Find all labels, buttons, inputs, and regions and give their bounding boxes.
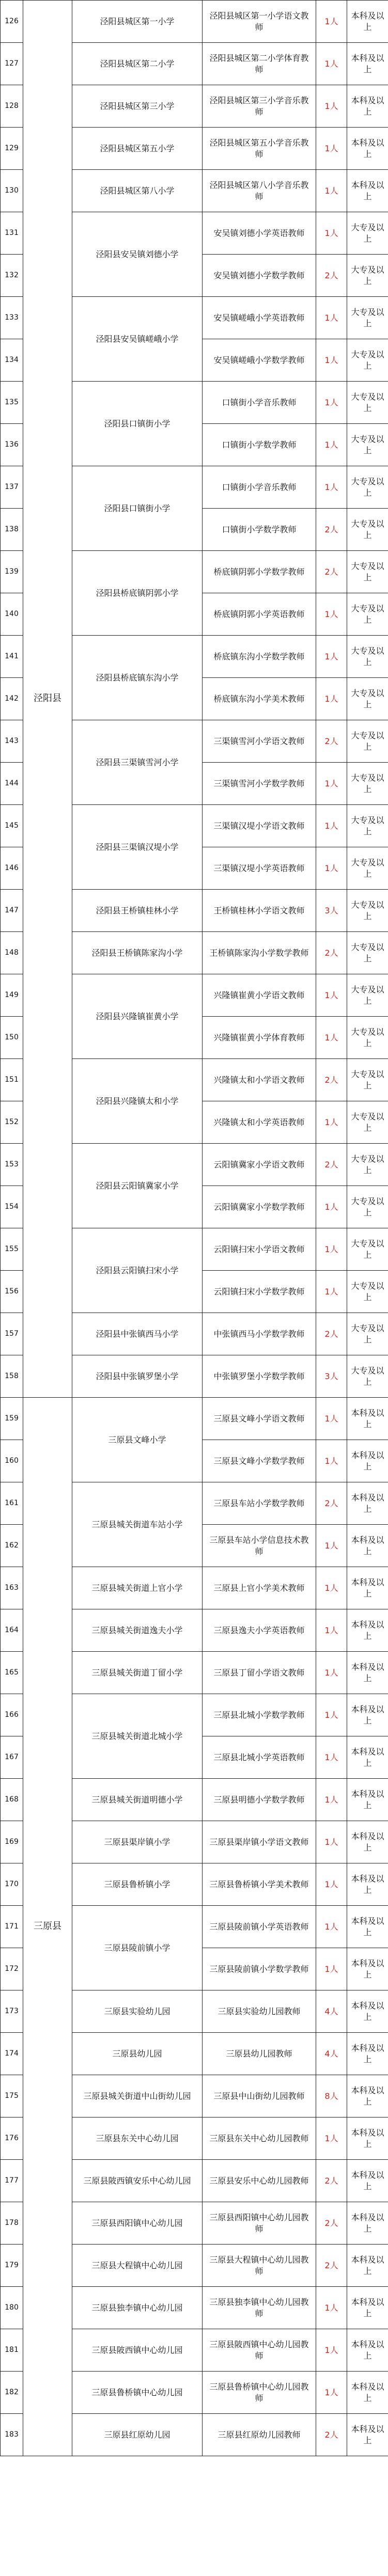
- post-cell: 王桥镇陈家沟小学数学教师: [203, 932, 316, 974]
- row-number-cell: 152: [1, 1101, 23, 1144]
- education-requirement-cell: 大专及以上: [347, 890, 388, 932]
- row-number-cell: 158: [1, 1355, 23, 1398]
- post-cell: 云阳镇冀家小学数学教师: [203, 1186, 316, 1228]
- post-cell: 三原县中山街幼儿园教师: [203, 2075, 316, 2117]
- education-requirement-cell: 本科及以上: [347, 2245, 388, 2287]
- school-cell: 泾阳县兴隆镇太和小学: [72, 1059, 203, 1144]
- post-cell: 三原县鲁桥镇中心幼儿园教师: [203, 2372, 316, 2414]
- row-number-cell: 151: [1, 1059, 23, 1101]
- post-cell: 三原县文峰小学数学教师: [203, 1440, 316, 1482]
- post-cell: 三渠镇雪河小学语文教师: [203, 720, 316, 763]
- headcount-cell: 1人: [316, 1694, 347, 1736]
- row-number-cell: 181: [1, 2329, 23, 2372]
- headcount-cell: 1人: [316, 2329, 347, 2372]
- school-cell: 泾阳县中张镇罗堡小学: [72, 1355, 203, 1398]
- headcount-cell: 1人: [316, 1567, 347, 1609]
- post-cell: 兴隆镇太和小学语文教师: [203, 1059, 316, 1101]
- education-requirement-cell: 大专及以上: [347, 1228, 388, 1271]
- post-cell: 三渠镇汉堤小学英语教师: [203, 847, 316, 890]
- education-requirement-cell: 本科及以上: [347, 1567, 388, 1609]
- headcount-cell: 1人: [316, 1017, 347, 1059]
- post-cell: 三原县红原幼儿园教师: [203, 2414, 316, 2456]
- row-number-cell: 168: [1, 1779, 23, 1821]
- table-row: [1, 1, 388, 43]
- headcount-cell: 1人: [316, 1863, 347, 1906]
- row-number-cell: 159: [1, 1398, 23, 1440]
- headcount-cell: 1人: [316, 424, 347, 466]
- headcount-cell: 3人: [316, 890, 347, 932]
- education-requirement-cell: 本科及以上: [347, 2202, 388, 2245]
- headcount-cell: 1人: [316, 1736, 347, 1779]
- headcount-cell: 2人: [316, 2202, 347, 2245]
- school-cell: 三原县城关街道中山街幼儿园: [72, 2075, 203, 2117]
- headcount-cell: 2人: [316, 1313, 347, 1355]
- row-number-cell: 155: [1, 1228, 23, 1271]
- row-number-cell: 136: [1, 424, 23, 466]
- school-cell: 三原县城关街道上官小学: [72, 1567, 203, 1609]
- row-number-cell: 153: [1, 1144, 23, 1186]
- headcount-cell: 2人: [316, 1059, 347, 1101]
- education-requirement-cell: 本科及以上: [347, 1863, 388, 1906]
- headcount-cell: 1人: [316, 2372, 347, 2414]
- education-requirement-cell: 本科及以上: [347, 2414, 388, 2456]
- row-number-cell: 137: [1, 466, 23, 509]
- post-cell: 三原县车站小学数学教师: [203, 1482, 316, 1525]
- post-cell: 三渠镇汉堤小学语文教师: [203, 805, 316, 847]
- headcount-cell: 1人: [316, 1, 347, 43]
- post-cell: 安吴镇刘德小学英语教师: [203, 212, 316, 255]
- headcount-cell: 1人: [316, 1609, 347, 1652]
- post-cell: 三原县文峰小学语文教师: [203, 1398, 316, 1440]
- school-cell: 泾阳县兴隆镇崔黄小学: [72, 974, 203, 1059]
- post-cell: 云阳镇扫宋小学数学教师: [203, 1271, 316, 1313]
- headcount-cell: 1人: [316, 1271, 347, 1313]
- row-number-cell: 138: [1, 509, 23, 551]
- post-cell: 安吴镇嵯峨小学数学教师: [203, 339, 316, 382]
- post-cell: 三原县独李镇中心幼儿园教师: [203, 2287, 316, 2329]
- education-requirement-cell: 本科及以上: [347, 1440, 388, 1482]
- row-number-cell: 143: [1, 720, 23, 763]
- school-cell: 泾阳县城区第三小学: [72, 85, 203, 128]
- post-cell: 三原县逸夫小学英语教师: [203, 1609, 316, 1652]
- headcount-cell: 1人: [316, 1948, 347, 1990]
- post-cell: 口镇街小学数学教师: [203, 424, 316, 466]
- education-requirement-cell: 大专及以上: [347, 551, 388, 593]
- school-cell: 泾阳县口镇街小学: [72, 466, 203, 551]
- headcount-cell: 3人: [316, 1355, 347, 1398]
- education-requirement-cell: 本科及以上: [347, 1482, 388, 1525]
- headcount-cell: 1人: [316, 1228, 347, 1271]
- education-requirement-cell: 大专及以上: [347, 1186, 388, 1228]
- headcount-cell: 1人: [316, 593, 347, 636]
- school-cell: 三原县城关街道逸夫小学: [72, 1609, 203, 1652]
- education-requirement-cell: 本科及以上: [347, 2372, 388, 2414]
- education-requirement-cell: 大专及以上: [347, 212, 388, 255]
- education-requirement-cell: 大专及以上: [347, 424, 388, 466]
- row-number-cell: 129: [1, 128, 23, 170]
- school-cell: 泾阳县王桥镇陈家沟小学: [72, 932, 203, 974]
- row-number-cell: 169: [1, 1821, 23, 1863]
- school-cell: 泾阳县城区第五小学: [72, 128, 203, 170]
- row-number-cell: 161: [1, 1482, 23, 1525]
- school-cell: 三原县城关街道丁留小学: [72, 1652, 203, 1694]
- post-cell: 三原县北城小学英语教师: [203, 1736, 316, 1779]
- education-requirement-cell: 大专及以上: [347, 339, 388, 382]
- school-cell: 三原县陂西镇中心幼儿园: [72, 2329, 203, 2372]
- headcount-cell: 1人: [316, 1398, 347, 1440]
- education-requirement-cell: 大专及以上: [347, 1313, 388, 1355]
- post-cell: 三原县丁留小学语文教师: [203, 1652, 316, 1694]
- school-cell: 三原县实验幼儿园: [72, 1990, 203, 2033]
- headcount-cell: 1人: [316, 43, 347, 85]
- headcount-cell: 1人: [316, 636, 347, 678]
- post-cell: 三原县鲁桥镇小学美术教师: [203, 1863, 316, 1906]
- row-number-cell: 166: [1, 1694, 23, 1736]
- school-cell: 三原县鲁桥镇小学: [72, 1863, 203, 1906]
- county-cell: 泾阳县: [23, 1, 72, 1398]
- education-requirement-cell: 本科及以上: [347, 1736, 388, 1779]
- row-number-cell: 164: [1, 1609, 23, 1652]
- row-number-cell: 175: [1, 2075, 23, 2117]
- school-cell: 三原县渠岸镇小学: [72, 1821, 203, 1863]
- school-cell: 泾阳县城区第八小学: [72, 170, 203, 212]
- headcount-cell: 2人: [316, 1144, 347, 1186]
- row-number-cell: 156: [1, 1271, 23, 1313]
- headcount-cell: 8人: [316, 2075, 347, 2117]
- school-cell: 泾阳县桥底镇东沟小学: [72, 636, 203, 720]
- headcount-cell: 1人: [316, 1779, 347, 1821]
- education-requirement-cell: 大专及以上: [347, 297, 388, 339]
- education-requirement-cell: 大专及以上: [347, 382, 388, 424]
- headcount-cell: 1人: [316, 1440, 347, 1482]
- headcount-cell: 2人: [316, 509, 347, 551]
- headcount-cell: 1人: [316, 2117, 347, 2160]
- headcount-cell: 1人: [316, 2287, 347, 2329]
- headcount-cell: 2人: [316, 2414, 347, 2456]
- post-cell: 三原县东关中心幼儿园教师: [203, 2117, 316, 2160]
- education-requirement-cell: 本科及以上: [347, 1694, 388, 1736]
- post-cell: 泾阳县城区第一小学语文教师: [203, 1, 316, 43]
- headcount-cell: 1人: [316, 212, 347, 255]
- headcount-cell: 1人: [316, 466, 347, 509]
- education-requirement-cell: 本科及以上: [347, 2287, 388, 2329]
- headcount-cell: 1人: [316, 128, 347, 170]
- headcount-cell: 2人: [316, 932, 347, 974]
- school-cell: 泾阳县口镇街小学: [72, 382, 203, 466]
- education-requirement-cell: 大专及以上: [347, 255, 388, 297]
- education-requirement-cell: 本科及以上: [347, 1821, 388, 1863]
- education-requirement-cell: 本科及以上: [347, 85, 388, 128]
- education-requirement-cell: 大专及以上: [347, 1017, 388, 1059]
- post-cell: 口镇街小学音乐教师: [203, 382, 316, 424]
- post-cell: 三原县明德小学数学教师: [203, 1779, 316, 1821]
- education-requirement-cell: 大专及以上: [347, 1271, 388, 1313]
- row-number-cell: 163: [1, 1567, 23, 1609]
- education-requirement-cell: 大专及以上: [347, 720, 388, 763]
- education-requirement-cell: 本科及以上: [347, 1990, 388, 2033]
- row-number-cell: 174: [1, 2033, 23, 2075]
- headcount-cell: 1人: [316, 85, 347, 128]
- post-cell: 三原县陵前镇小学英语教师: [203, 1906, 316, 1948]
- headcount-cell: 1人: [316, 339, 347, 382]
- post-cell: 云阳镇扫宋小学语文教师: [203, 1228, 316, 1271]
- row-number-cell: 147: [1, 890, 23, 932]
- education-requirement-cell: 本科及以上: [347, 170, 388, 212]
- education-requirement-cell: 本科及以上: [347, 2033, 388, 2075]
- school-cell: 泾阳县云阳镇冀家小学: [72, 1144, 203, 1228]
- row-number-cell: 145: [1, 805, 23, 847]
- headcount-cell: 2人: [316, 2160, 347, 2202]
- post-cell: 三原县幼儿园教师: [203, 2033, 316, 2075]
- school-cell: 三原县陵前镇小学: [72, 1906, 203, 1990]
- headcount-cell: 1人: [316, 1906, 347, 1948]
- education-requirement-cell: 本科及以上: [347, 2329, 388, 2372]
- headcount-cell: 1人: [316, 1186, 347, 1228]
- post-cell: 泾阳县城区第八小学音乐教师: [203, 170, 316, 212]
- education-requirement-cell: 本科及以上: [347, 2117, 388, 2160]
- row-number-cell: 179: [1, 2245, 23, 2287]
- row-number-cell: 171: [1, 1906, 23, 1948]
- post-cell: 三原县陵前镇小学数学教师: [203, 1948, 316, 1990]
- school-cell: 三原县红原幼儿园: [72, 2414, 203, 2456]
- education-requirement-cell: 大专及以上: [347, 678, 388, 720]
- row-number-cell: 148: [1, 932, 23, 974]
- education-requirement-cell: 大专及以上: [347, 509, 388, 551]
- headcount-cell: 4人: [316, 1990, 347, 2033]
- school-cell: 三原县西阳镇中心幼儿园: [72, 2202, 203, 2245]
- post-cell: 兴隆镇崔黄小学体育教师: [203, 1017, 316, 1059]
- school-cell: 三原县城关街道明德小学: [72, 1779, 203, 1821]
- education-requirement-cell: 大专及以上: [347, 593, 388, 636]
- headcount-cell: 2人: [316, 1482, 347, 1525]
- row-number-cell: 167: [1, 1736, 23, 1779]
- headcount-cell: 2人: [316, 255, 347, 297]
- education-requirement-cell: 本科及以上: [347, 1, 388, 43]
- education-requirement-cell: 大专及以上: [347, 763, 388, 805]
- school-cell: 泾阳县桥底镇阴郭小学: [72, 551, 203, 636]
- school-cell: 泾阳县三渠镇汉堤小学: [72, 805, 203, 890]
- school-cell: 三原县大程镇中心幼儿园: [72, 2245, 203, 2287]
- school-cell: 三原县陂西镇安乐中心幼儿园: [72, 2160, 203, 2202]
- post-cell: 三原县大程镇中心幼儿园教师: [203, 2245, 316, 2287]
- school-cell: 三原县东关中心幼儿园: [72, 2117, 203, 2160]
- post-cell: 三原县西阳镇中心幼儿园教师: [203, 2202, 316, 2245]
- education-requirement-cell: 本科及以上: [347, 2075, 388, 2117]
- post-cell: 口镇街小学数学教师: [203, 509, 316, 551]
- post-cell: 三原县上官小学美术教师: [203, 1567, 316, 1609]
- post-cell: 口镇街小学音乐教师: [203, 466, 316, 509]
- post-cell: 安吴镇嵯峨小学英语教师: [203, 297, 316, 339]
- row-number-cell: 132: [1, 255, 23, 297]
- headcount-cell: 1人: [316, 1101, 347, 1144]
- row-number-cell: 144: [1, 763, 23, 805]
- post-cell: 三原县渠岸镇小学语文教师: [203, 1821, 316, 1863]
- row-number-cell: 133: [1, 297, 23, 339]
- post-cell: 三原县北城小学数学教师: [203, 1694, 316, 1736]
- school-cell: 泾阳县城区第一小学: [72, 1, 203, 43]
- school-cell: 泾阳县安吴镇刘德小学: [72, 212, 203, 297]
- row-number-cell: 177: [1, 2160, 23, 2202]
- school-cell: 泾阳县云阳镇扫宋小学: [72, 1228, 203, 1313]
- education-requirement-cell: 本科及以上: [347, 1609, 388, 1652]
- education-requirement-cell: 大专及以上: [347, 805, 388, 847]
- post-cell: 桥底镇东沟小学美术教师: [203, 678, 316, 720]
- row-number-cell: 157: [1, 1313, 23, 1355]
- school-cell: 三原县鲁桥镇中心幼儿园: [72, 2372, 203, 2414]
- post-cell: 三原县陂西镇中心幼儿园教师: [203, 2329, 316, 2372]
- post-cell: 泾阳县城区第二小学体育教师: [203, 43, 316, 85]
- education-requirement-cell: 大专及以上: [347, 974, 388, 1017]
- row-number-cell: 146: [1, 847, 23, 890]
- headcount-cell: 2人: [316, 551, 347, 593]
- education-requirement-cell: 本科及以上: [347, 1398, 388, 1440]
- headcount-cell: 4人: [316, 2033, 347, 2075]
- row-number-cell: 170: [1, 1863, 23, 1906]
- headcount-cell: 1人: [316, 805, 347, 847]
- post-cell: 兴隆镇崔黄小学语文教师: [203, 974, 316, 1017]
- education-requirement-cell: 本科及以上: [347, 43, 388, 85]
- post-cell: 王桥镇桂林小学语文教师: [203, 890, 316, 932]
- row-number-cell: 150: [1, 1017, 23, 1059]
- school-cell: 三原县独李镇中心幼儿园: [72, 2287, 203, 2329]
- education-requirement-cell: 大专及以上: [347, 1144, 388, 1186]
- school-cell: 泾阳县中张镇西马小学: [72, 1313, 203, 1355]
- row-number-cell: 154: [1, 1186, 23, 1228]
- headcount-cell: 1人: [316, 1525, 347, 1567]
- school-cell: 三原县文峰小学: [72, 1398, 203, 1482]
- row-number-cell: 141: [1, 636, 23, 678]
- row-number-cell: 182: [1, 2372, 23, 2414]
- row-number-cell: 160: [1, 1440, 23, 1482]
- education-requirement-cell: 大专及以上: [347, 636, 388, 678]
- school-cell: 泾阳县城区第二小学: [72, 43, 203, 85]
- headcount-cell: 2人: [316, 720, 347, 763]
- row-number-cell: 183: [1, 2414, 23, 2456]
- post-cell: 三渠镇雪河小学数学教师: [203, 763, 316, 805]
- education-requirement-cell: 本科及以上: [347, 1779, 388, 1821]
- row-number-cell: 142: [1, 678, 23, 720]
- row-number-cell: 128: [1, 85, 23, 128]
- post-cell: 桥底镇阴郭小学数学教师: [203, 551, 316, 593]
- education-requirement-cell: 本科及以上: [347, 1525, 388, 1567]
- school-cell: 泾阳县安吴镇嵯峨小学: [72, 297, 203, 382]
- row-number-cell: 178: [1, 2202, 23, 2245]
- school-cell: 泾阳县三渠镇雪河小学: [72, 720, 203, 805]
- row-number-cell: 165: [1, 1652, 23, 1694]
- education-requirement-cell: 大专及以上: [347, 932, 388, 974]
- headcount-cell: 1人: [316, 297, 347, 339]
- education-requirement-cell: 大专及以上: [347, 466, 388, 509]
- row-number-cell: 140: [1, 593, 23, 636]
- education-requirement-cell: 本科及以上: [347, 128, 388, 170]
- headcount-cell: 1人: [316, 170, 347, 212]
- headcount-cell: 1人: [316, 763, 347, 805]
- headcount-cell: 1人: [316, 847, 347, 890]
- table-row: [1, 1398, 388, 1440]
- education-requirement-cell: 本科及以上: [347, 2160, 388, 2202]
- row-number-cell: 135: [1, 382, 23, 424]
- headcount-cell: 1人: [316, 1652, 347, 1694]
- education-requirement-cell: 本科及以上: [347, 1652, 388, 1694]
- row-number-cell: 131: [1, 212, 23, 255]
- post-cell: 三原县实验幼儿园教师: [203, 1990, 316, 2033]
- row-number-cell: 162: [1, 1525, 23, 1567]
- education-requirement-cell: 大专及以上: [347, 1355, 388, 1398]
- row-number-cell: 127: [1, 43, 23, 85]
- row-number-cell: 176: [1, 2117, 23, 2160]
- headcount-cell: 1人: [316, 678, 347, 720]
- post-cell: 安吴镇刘德小学数学教师: [203, 255, 316, 297]
- headcount-cell: 2人: [316, 2245, 347, 2287]
- post-cell: 桥底镇东沟小学数学教师: [203, 636, 316, 678]
- row-number-cell: 172: [1, 1948, 23, 1990]
- school-cell: 三原县城关街道车站小学: [72, 1482, 203, 1567]
- school-cell: 三原县城关街道北城小学: [72, 1694, 203, 1779]
- post-cell: 桥底镇阴郭小学英语教师: [203, 593, 316, 636]
- county-cell: 三原县: [23, 1398, 72, 2456]
- row-number-cell: 180: [1, 2287, 23, 2329]
- row-number-cell: 130: [1, 170, 23, 212]
- education-requirement-cell: 本科及以上: [347, 1948, 388, 1990]
- row-number-cell: 149: [1, 974, 23, 1017]
- education-requirement-cell: 大专及以上: [347, 847, 388, 890]
- row-number-cell: 173: [1, 1990, 23, 2033]
- row-number-cell: 126: [1, 1, 23, 43]
- education-requirement-cell: 本科及以上: [347, 1906, 388, 1948]
- headcount-cell: 1人: [316, 382, 347, 424]
- post-cell: 三原县车站小学信息技术教师: [203, 1525, 316, 1567]
- education-requirement-cell: 大专及以上: [347, 1059, 388, 1101]
- row-number-cell: 134: [1, 339, 23, 382]
- post-cell: 云阳镇冀家小学语文教师: [203, 1144, 316, 1186]
- headcount-cell: 1人: [316, 974, 347, 1017]
- post-cell: 泾阳县城区第三小学音乐教师: [203, 85, 316, 128]
- post-cell: 三原县安乐中心幼儿园教师: [203, 2160, 316, 2202]
- headcount-cell: 1人: [316, 1821, 347, 1863]
- post-cell: 泾阳县城区第五小学音乐教师: [203, 128, 316, 170]
- post-cell: 中张镇罗堡小学数学教师: [203, 1355, 316, 1398]
- school-cell: 三原县幼儿园: [72, 2033, 203, 2075]
- school-cell: 泾阳县王桥镇桂林小学: [72, 890, 203, 932]
- education-requirement-cell: 大专及以上: [347, 1101, 388, 1144]
- row-number-cell: 139: [1, 551, 23, 593]
- post-cell: 兴隆镇太和小学英语教师: [203, 1101, 316, 1144]
- recruitment-table-body: [1, 1, 388, 2456]
- post-cell: 中张镇西马小学数学教师: [203, 1313, 316, 1355]
